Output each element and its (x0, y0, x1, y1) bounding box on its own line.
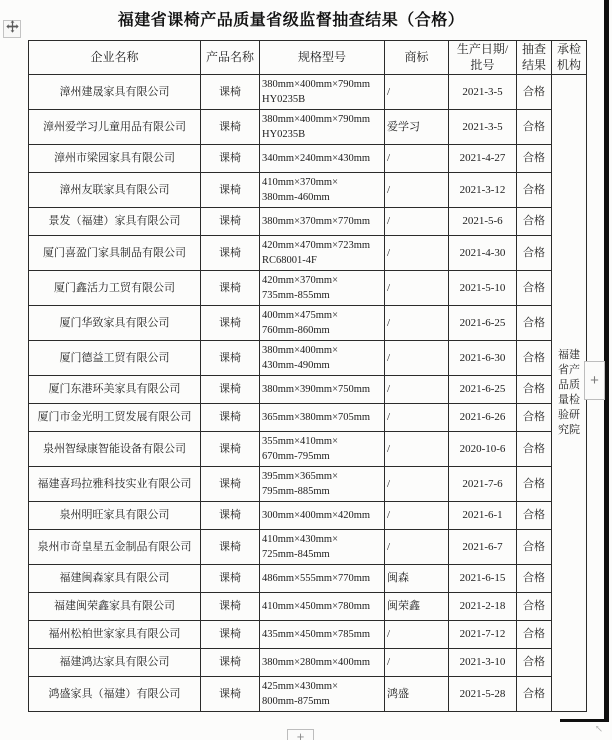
spec-cell (260, 145, 385, 173)
product-cell: 课椅 (201, 145, 260, 173)
column-header: 规格型号 (260, 41, 385, 75)
product-cell: 课椅 (201, 565, 260, 593)
spec-line: 420mm×470mm×723mm (262, 240, 371, 252)
spec-cell (260, 593, 385, 621)
product-cell: 课椅 (201, 530, 260, 565)
spec-line: 380mm×280mm×400mm (262, 657, 371, 669)
product-cell: 课椅 (201, 593, 260, 621)
table-row (29, 236, 587, 271)
column-header: 抽查结果 (517, 41, 552, 75)
table-row (29, 110, 587, 145)
product-cell: 课椅 (201, 649, 260, 677)
spec-line: HY0235B (262, 94, 306, 106)
brand-cell: / (385, 208, 449, 236)
company-cell: 漳州爱学习儿童用品有限公司 (29, 110, 201, 145)
table-row (29, 565, 587, 593)
brand-cell: / (385, 649, 449, 677)
table-row (29, 649, 587, 677)
spec-line: 380mm-460mm (262, 192, 330, 204)
spec-cell (260, 404, 385, 432)
spec-line: 760mm-860mm (262, 325, 330, 337)
date-cell: 2021-6-30 (449, 341, 517, 376)
brand-cell: / (385, 502, 449, 530)
result-cell: 合格 (517, 376, 552, 404)
date-cell: 2020-10-6 (449, 432, 517, 467)
result-cell: 合格 (517, 208, 552, 236)
spec-line: 800mm-875mm (262, 696, 330, 708)
date-cell: 2021-3-5 (449, 75, 517, 110)
date-cell: 2021-7-12 (449, 621, 517, 649)
spec-cell (260, 306, 385, 341)
product-cell: 课椅 (201, 306, 260, 341)
spec-line: 380mm×390mm×750mm (262, 384, 371, 396)
result-cell: 合格 (517, 432, 552, 467)
company-cell: 厦门德益工贸有限公司 (29, 341, 201, 376)
spec-line: 425mm×430mm× (262, 681, 339, 693)
spec-cell (260, 341, 385, 376)
date-cell: 2021-6-1 (449, 502, 517, 530)
table-row (29, 306, 587, 341)
company-cell: 厦门华致家具有限公司 (29, 306, 201, 341)
table-row (29, 404, 587, 432)
brand-cell: 鸿盛 (385, 677, 449, 712)
spec-line: 340mm×240mm×430mm (262, 153, 371, 165)
result-cell: 合格 (517, 467, 552, 502)
spec-line: 380mm×400mm×790mm (262, 114, 371, 126)
company-cell: 泉州明旺家具有限公司 (29, 502, 201, 530)
brand-cell: / (385, 404, 449, 432)
bottom-plus-handle[interactable] (287, 729, 314, 740)
company-cell: 厦门市金光明工贸发展有限公司 (29, 404, 201, 432)
spec-cell (260, 110, 385, 145)
product-cell: 课椅 (201, 621, 260, 649)
result-cell: 合格 (517, 236, 552, 271)
brand-cell: / (385, 530, 449, 565)
table-row (29, 530, 587, 565)
company-cell: 福建闽森家具有限公司 (29, 565, 201, 593)
table-row (29, 593, 587, 621)
column-header: 产品名称 (201, 41, 260, 75)
result-cell: 合格 (517, 502, 552, 530)
date-cell: 2021-2-18 (449, 593, 517, 621)
brand-cell: / (385, 145, 449, 173)
date-cell: 2021-3-5 (449, 110, 517, 145)
inspection-results-table (28, 40, 587, 712)
result-cell: 合格 (517, 677, 552, 712)
brand-cell: / (385, 173, 449, 208)
spec-cell (260, 502, 385, 530)
brand-cell: / (385, 341, 449, 376)
company-cell: 漳州友联家具有限公司 (29, 173, 201, 208)
brand-cell: / (385, 236, 449, 271)
result-cell: 合格 (517, 593, 552, 621)
company-cell: 厦门喜盈门家具制品有限公司 (29, 236, 201, 271)
resize-handle-icon[interactable]: ↖ (594, 723, 604, 735)
company-cell: 福州松柏世家家具有限公司 (29, 621, 201, 649)
date-cell: 2021-6-25 (449, 376, 517, 404)
date-cell: 2021-3-10 (449, 649, 517, 677)
spec-line: 735mm-855mm (262, 290, 330, 302)
company-cell: 鸿盛家具（福建）有限公司 (29, 677, 201, 712)
spec-line: 420mm×370mm× (262, 275, 339, 287)
spec-cell (260, 649, 385, 677)
spec-line: 395mm×365mm× (262, 471, 339, 483)
table-row (29, 271, 587, 306)
company-cell: 漳州市梁园家具有限公司 (29, 145, 201, 173)
brand-cell: / (385, 432, 449, 467)
table-row (29, 145, 587, 173)
spec-line: 430mm-490mm (262, 360, 330, 372)
company-cell: 泉州智绿康智能设备有限公司 (29, 432, 201, 467)
brand-cell: / (385, 376, 449, 404)
result-cell: 合格 (517, 173, 552, 208)
table-row (29, 208, 587, 236)
product-cell: 课椅 (201, 341, 260, 376)
brand-cell: 闽森 (385, 565, 449, 593)
column-header: 企业名称 (29, 41, 201, 75)
product-cell: 课椅 (201, 236, 260, 271)
spec-line: 670mm-795mm (262, 451, 330, 463)
date-cell: 2021-3-12 (449, 173, 517, 208)
spec-line: 486mm×555mm×770mm (262, 573, 371, 585)
spec-line: 410mm×450mm×780mm (262, 601, 371, 613)
table-row (29, 432, 587, 467)
product-cell: 课椅 (201, 432, 260, 467)
spec-cell (260, 621, 385, 649)
plus-icon: + (590, 372, 599, 389)
date-cell: 2021-4-27 (449, 145, 517, 173)
product-cell: 课椅 (201, 677, 260, 712)
result-cell: 合格 (517, 145, 552, 173)
product-cell: 课椅 (201, 271, 260, 306)
table-row (29, 173, 587, 208)
product-cell: 课椅 (201, 208, 260, 236)
result-cell: 合格 (517, 565, 552, 593)
brand-cell: / (385, 75, 449, 110)
spec-cell (260, 467, 385, 502)
spec-cell (260, 173, 385, 208)
result-cell: 合格 (517, 341, 552, 376)
date-cell: 2021-5-6 (449, 208, 517, 236)
spec-line: 380mm×400mm×790mm (262, 79, 371, 91)
company-cell: 福建闽荣鑫家具有限公司 (29, 593, 201, 621)
table-row (29, 677, 587, 712)
table-row (29, 75, 587, 110)
column-header: 商标 (385, 41, 449, 75)
spec-cell (260, 565, 385, 593)
company-cell: 厦门东港环美家具有限公司 (29, 376, 201, 404)
company-cell: 厦门鑫活力工贸有限公司 (29, 271, 201, 306)
page-title: 福建省课椅产品质量省级监督抽查结果（合格） (117, 12, 465, 29)
date-cell: 2021-7-6 (449, 467, 517, 502)
spec-line: 355mm×410mm× (262, 436, 339, 448)
company-cell: 福建喜玛拉雅科技实业有限公司 (29, 467, 201, 502)
spec-line: 300mm×400mm×420mm (262, 510, 371, 522)
company-cell: 景发（福建）家具有限公司 (29, 208, 201, 236)
table-row (29, 341, 587, 376)
company-cell: 福建鸿达家具有限公司 (29, 649, 201, 677)
column-header: 生产日期/批号 (449, 41, 517, 75)
product-cell: 课椅 (201, 502, 260, 530)
spec-line: 725mm-845mm (262, 549, 330, 561)
table-row (29, 376, 587, 404)
date-cell: 2021-6-26 (449, 404, 517, 432)
product-cell: 课椅 (201, 173, 260, 208)
brand-cell: 爱学习 (385, 110, 449, 145)
product-cell: 课椅 (201, 404, 260, 432)
result-cell: 合格 (517, 271, 552, 306)
date-cell: 2021-6-25 (449, 306, 517, 341)
date-cell: 2021-6-7 (449, 530, 517, 565)
spec-line: 435mm×450mm×785mm (262, 629, 371, 641)
spec-line: 400mm×475mm× (262, 310, 339, 322)
date-cell: 2021-6-15 (449, 565, 517, 593)
product-cell: 课椅 (201, 75, 260, 110)
table-body (29, 75, 587, 712)
brand-cell: 闽荣鑫 (385, 593, 449, 621)
spec-line: 795mm-885mm (262, 486, 330, 498)
plus-icon: + (296, 729, 305, 740)
spec-cell (260, 75, 385, 110)
brand-cell: / (385, 271, 449, 306)
result-cell: 合格 (517, 649, 552, 677)
result-cell: 合格 (517, 110, 552, 145)
date-cell: 2021-5-10 (449, 271, 517, 306)
table-row (29, 502, 587, 530)
spec-cell (260, 376, 385, 404)
spec-line: HY0235B (262, 129, 306, 141)
result-cell: 合格 (517, 306, 552, 341)
date-cell: 2021-4-30 (449, 236, 517, 271)
column-header: 承检机构 (552, 41, 587, 75)
date-cell: 2021-5-28 (449, 677, 517, 712)
result-cell: 合格 (517, 75, 552, 110)
spec-cell (260, 530, 385, 565)
spec-cell (260, 677, 385, 712)
header-row (29, 41, 587, 75)
spec-line: 410mm×430mm× (262, 534, 339, 546)
spec-cell (260, 432, 385, 467)
company-cell: 漳州建晟家具有限公司 (29, 75, 201, 110)
product-cell: 课椅 (201, 467, 260, 502)
expand-button[interactable] (584, 361, 605, 400)
spec-line: RC68001-4F (262, 255, 317, 267)
spec-line: 365mm×380mm×705mm (262, 412, 371, 424)
spec-cell (260, 271, 385, 306)
brand-cell: / (385, 467, 449, 502)
spec-cell (260, 208, 385, 236)
result-cell: 合格 (517, 404, 552, 432)
agency-cell: 福建省产品质量检验研究院 (552, 75, 587, 712)
result-cell: 合格 (517, 530, 552, 565)
spec-line: 380mm×370mm×770mm (262, 216, 371, 228)
company-cell: 泉州市奇皇星五金制品有限公司 (29, 530, 201, 565)
brand-cell: / (385, 306, 449, 341)
product-cell: 课椅 (201, 376, 260, 404)
brand-cell: / (385, 621, 449, 649)
table-row (29, 621, 587, 649)
product-cell: 课椅 (201, 110, 260, 145)
result-cell: 合格 (517, 621, 552, 649)
spec-cell (260, 236, 385, 271)
table-header (29, 41, 587, 75)
spec-line: 410mm×370mm× (262, 177, 339, 189)
table-row (29, 467, 587, 502)
spec-line: 380mm×400mm× (262, 345, 339, 357)
